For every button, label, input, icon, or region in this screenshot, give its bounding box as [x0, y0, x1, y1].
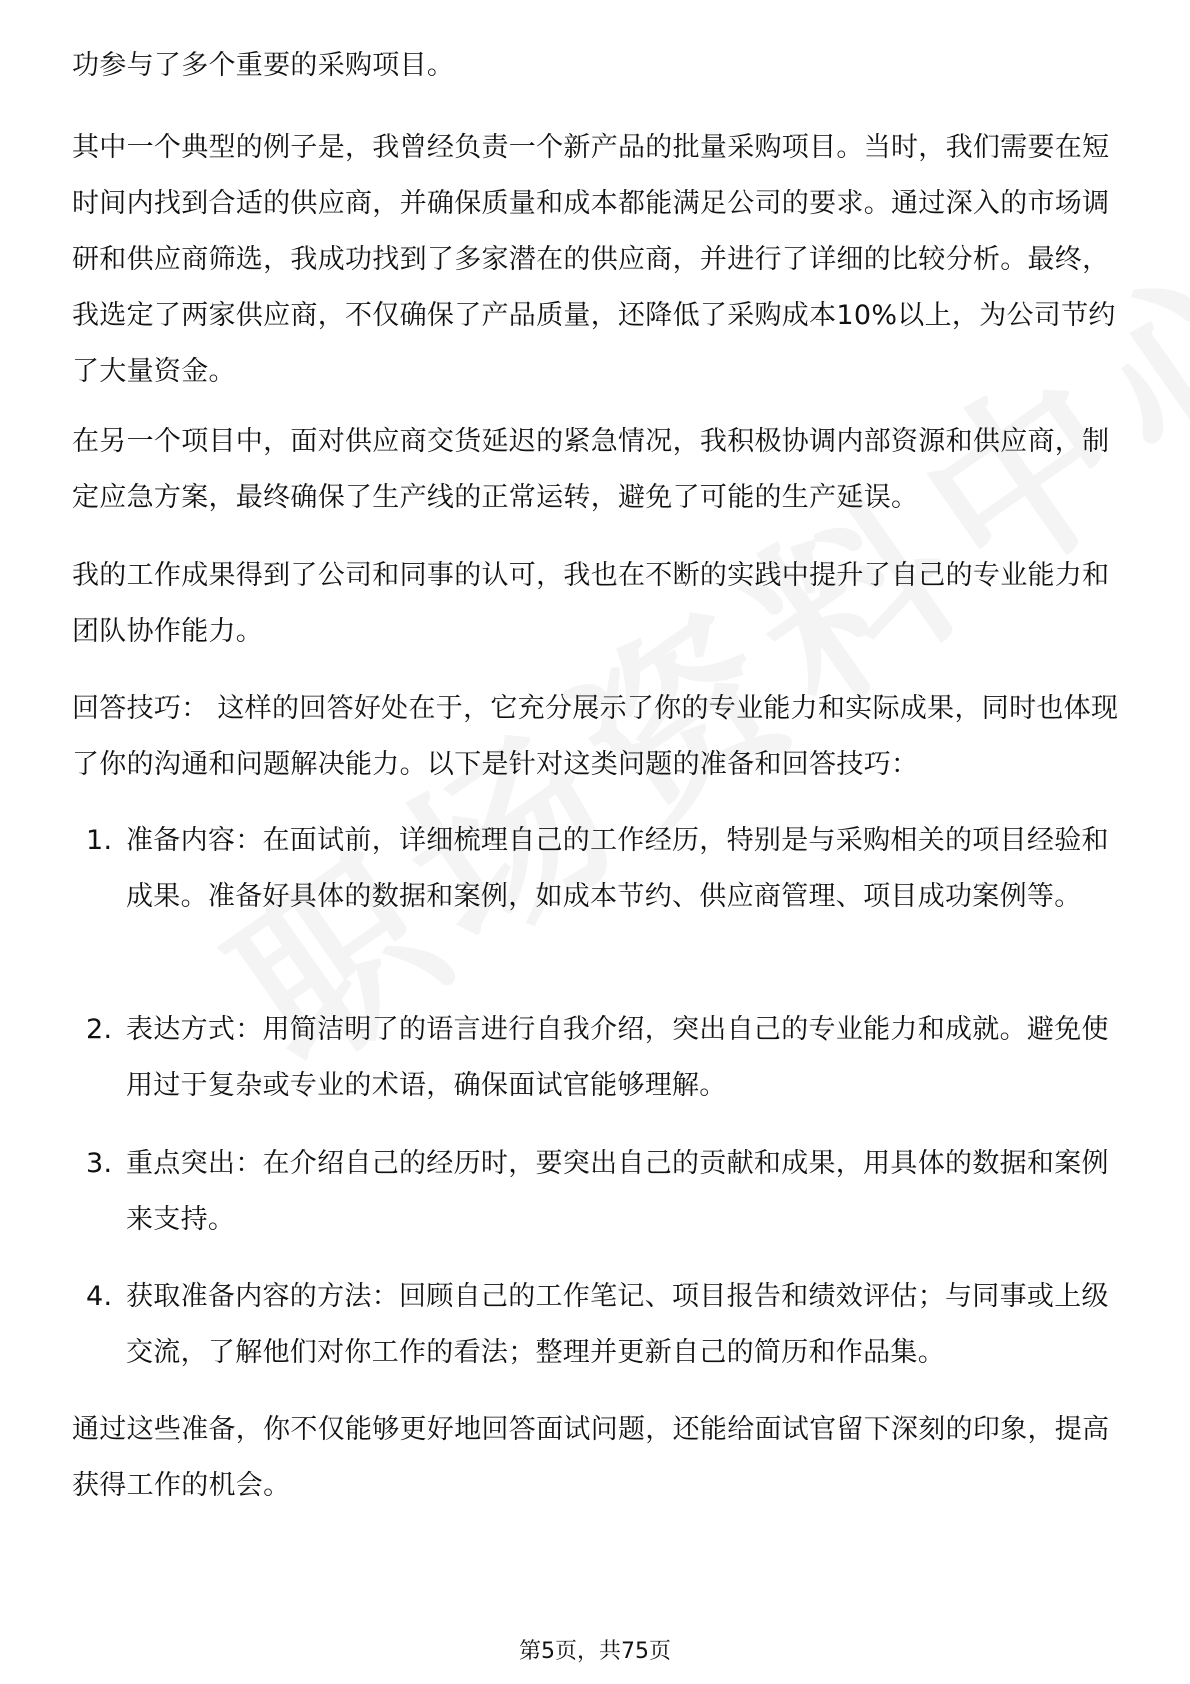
list-item-number: 2.: [86, 1014, 113, 1045]
paragraph-1: 功参与了多个重要的采购项目。: [72, 50, 455, 81]
paragraph-3: 在另一个项目中，面对供应商交货延迟的紧急情况，我积极协调内部资源和供应商，制定应急方案，最终确保了生产线的正常运转，避免了可能的生产延误。: [72, 426, 1110, 513]
list-item-number: 4.: [86, 1281, 113, 1312]
paragraph-answer-tips: 回答技巧： 这样的回答好处在于，它充分展示了你的专业能力和实际成果，同时也体现了你的沟通和问题解决能力。以下是针对这类问题的准备和回答技巧：: [72, 693, 1119, 780]
list-item-text: 获取准备内容的方法：回顾自己的工作笔记、项目报告和绩效评估；与同事或上级交流，了解他们对你工作的看法；整理并更新自己的简历和作品集。: [126, 1281, 1109, 1368]
page-number: 第5页，共75页: [519, 1639, 671, 1664]
list-item-number: 3.: [86, 1148, 113, 1179]
list-item-text: 重点突出：在介绍自己的经历时，要突出自己的贡献和成果，用具体的数据和案例来支持。: [126, 1148, 1109, 1235]
paragraph-4: 我的工作成果得到了公司和同事的认可，我也在不断的实践中提升了自己的专业能力和团队协作能力。: [72, 560, 1110, 647]
list-item-text: 准备内容：在面试前，详细梳理自己的工作经历，特别是与采购相关的项目经验和成果。准备好具体的数据和案例，如成本节约、供应商管理、项目成功案例等。: [126, 825, 1109, 912]
list-item-number: 1.: [86, 825, 113, 856]
paragraph-2: 其中一个典型的例子是，我曾经负责一个新产品的批量采购项目。当时，我们需要在短时间内找到合适的供应商，并确保质量和成本都能满足公司的要求。通过深入的市场调研和供应商筛选，我成功找到了多家潜在的供应商，并进行了详细的比较分析。最终，我选定了两家供应商，不仅确保了产品质量，还降低了采购成本10%以上，为公司节约了大量资金。: [72, 132, 1116, 387]
list-item-text: 表达方式：用简洁明了的语言进行自我介绍，突出自己的专业能力和成就。避免使用过于复杂或专业的术语，确保面试官能够理解。: [126, 1014, 1109, 1101]
paragraph-conclusion: 通过这些准备，你不仅能够更好地回答面试问题，还能给面试官留下深刻的印象，提高获得工作的机会。: [72, 1414, 1110, 1501]
